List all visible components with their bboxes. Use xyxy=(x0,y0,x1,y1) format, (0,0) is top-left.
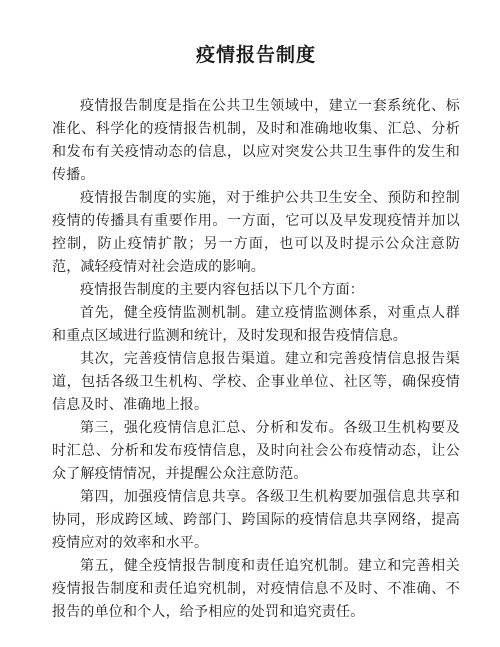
paragraph: 第四，加强疫情信息共享。各级卫生机构要加强信息共享和协同，形成跨区域、跨部门、跨国际的疫情信息共享网络，提高疫情应对的效率和水平。 xyxy=(52,489,460,551)
paragraph: 首先，健全疫情监测机制。建立疫情监测体系，对重点人群和重点区域进行监测和统计，及时发现和报告疫情信息。 xyxy=(52,305,460,344)
paragraph: 疫情报告制度的主要内容包括以下几个方面： xyxy=(80,282,364,298)
paragraph: 其次，完善疫情信息报告渠道。建立和完善疫情信息报告渠道，包括各级卫生机构、学校、企事业单位、社区等，确保疫情信息及时、准确地上报。 xyxy=(52,351,460,413)
paragraph: 第三，强化疫情信息汇总、分析和发布。各级卫生机构要及时汇总、分析和发布疫情信息，及时向社会公布疫情动态，让公众了解疫情情况，并提醒公众注意防范。 xyxy=(52,420,460,482)
paragraph: 疫情报告制度的实施，对于维护公共卫生安全、预防和控制疫情的传播具有重要作用。一方面，它可以及早发现疫情并加以控制，防止疫情扩散；另一方面，也可以及时提示公众注意防范，减轻疫情对社会造成的影响。 xyxy=(52,190,460,275)
document-title: 疫情报告制度 xyxy=(195,44,316,66)
paragraph: 第五，健全疫情报告制度和责任追究机制。建立和完善相关疫情报告制度和责任追究机制，对疫情信息不及时、不准确、不报告的单位和个人，给予相应的处罚和追究责任。 xyxy=(52,558,460,620)
paragraph: 疫情报告制度是指在公共卫生领域中，建立一套系统化、标准化、科学化的疫情报告机制，及时和准确地收集、汇总、分析和发布有关疫情动态的信息，以应对突发公共卫生事件的发生和传播。 xyxy=(52,98,460,183)
